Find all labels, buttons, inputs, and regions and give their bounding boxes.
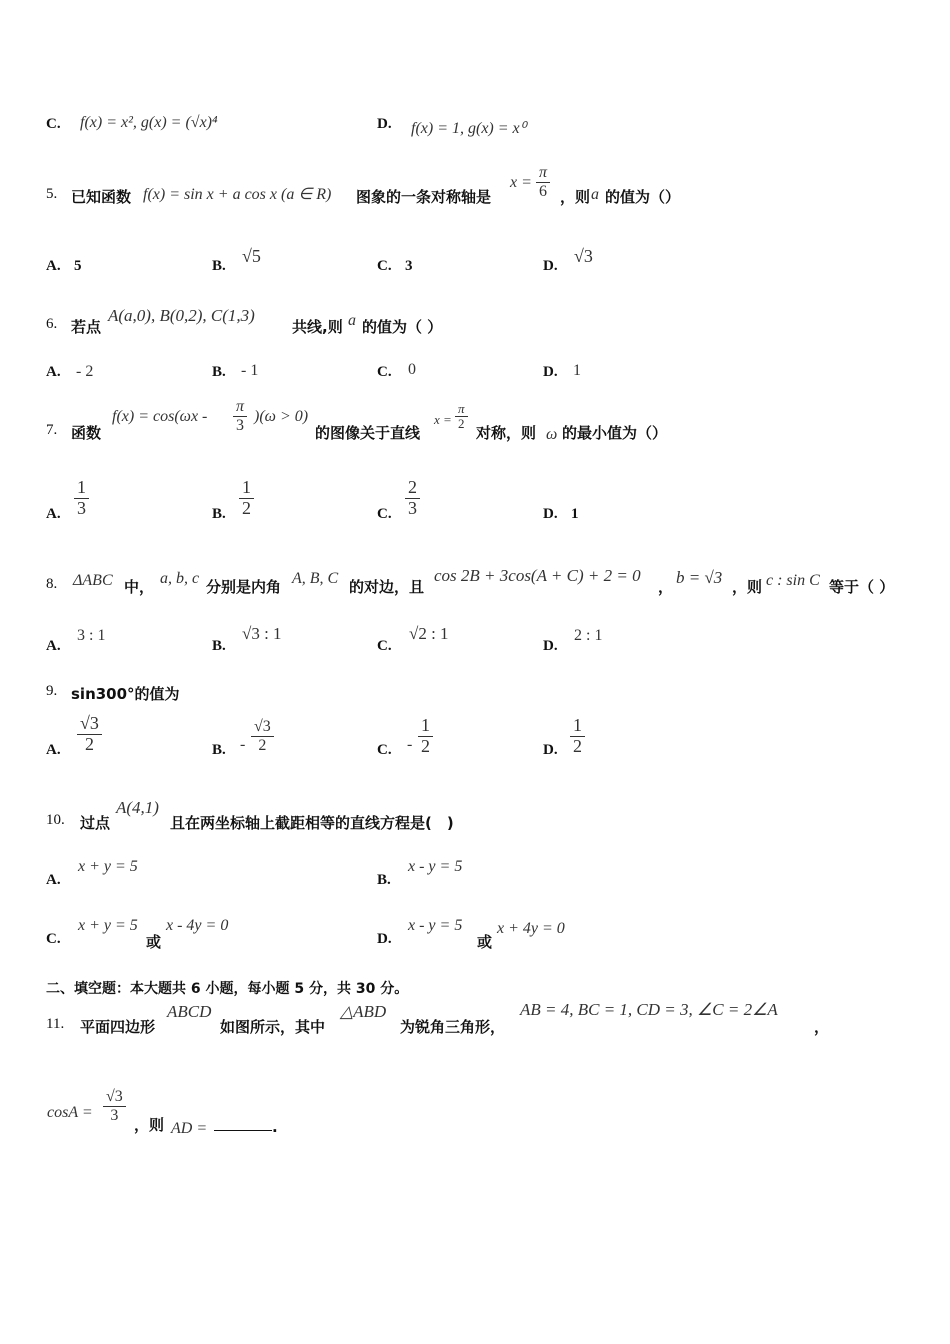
q11-comma: ， [814,1018,830,1036]
q11-cos-den: 3 [110,1106,119,1124]
q10-options-ab [0,856,950,890]
q10-tail: 且在两坐标轴上截距相等的直线方程是( ) [170,814,454,832]
section-2-title: 二、填空题：本大题共 6 小题，每小题 5 分，共 30 分。 [46,981,409,997]
q10-opt-d-or: 或 [477,933,493,951]
q8-t5: ，则 [732,578,763,596]
q8-t6: 等于（ ） [829,578,895,596]
q9-opt-b-num: √3 [251,718,274,737]
q9-opt-b-sign: - [240,736,246,753]
q7-mid: 的图像关于直线 [315,424,421,442]
q10-opt-b-value: x - y = 5 [408,858,463,875]
q6-stem [0,304,950,336]
q7-line-den: 2 [458,416,465,432]
q9-number: 9. [46,683,58,699]
q5-axis-lhs: x = [510,174,532,191]
q6-opt-d-label: D. [543,364,558,380]
q5-tail: 的值为（） [605,188,681,206]
q9-opt-c-den: 2 [421,735,430,756]
q7-func-den: 3 [236,416,244,434]
q7-func-b: )(ω > 0) [254,408,309,425]
q11-cos-num: √3 [103,1088,126,1107]
q11-then: ，则 [134,1116,165,1134]
q5-function: f(x) = sin x + a cos x (a ∈ R) [143,186,332,203]
q9-text: sin300°的值为 [71,685,180,703]
q10-stem [0,798,950,832]
q10-opt-d-eq1: x - y = 5 [408,917,463,934]
q6-opt-c-value: 0 [408,361,416,378]
q4-option-c-label: C. [46,116,61,132]
q11-stem [0,998,950,1038]
q11-t1: 如图所示，其中 [220,1018,326,1036]
q7-opt-c-den: 3 [408,497,417,518]
q5-opt-a-value: 5 [74,258,82,274]
q5-number: 5. [46,186,58,202]
q9-opt-d-num: 1 [570,716,585,737]
q8-t2: 分别是内角 [206,578,282,596]
q10-opt-a-label: A. [46,872,61,888]
q7-func-num: π [233,398,247,417]
q11-conditions: AB = 4, BC = 1, CD = 3, ∠C = 2∠A [520,1000,778,1019]
q7-opt-d-label: D. [543,506,558,522]
q5-axis-num: π [536,164,550,183]
q10-opt-a-value: x + y = 5 [78,858,138,875]
q6-opt-c-label: C. [377,364,392,380]
q10-opt-c-eq2: x - 4y = 0 [166,917,229,934]
q7-line-fraction [455,402,468,432]
q11-t2: 为锐角三角形， [400,1018,506,1036]
q8-t1: 中， [124,578,155,596]
q8-triangle: ΔABC [73,572,113,589]
q7-opt-b-num: 1 [239,478,254,499]
q8-number: 8. [46,576,58,592]
q9-opt-b-fraction [251,718,274,754]
q9-opt-c-label: C. [377,742,392,758]
q7-tail2: 的最小值为（） [562,424,668,442]
q5-pre: 已知函数 [71,188,132,206]
q10-opt-c-eq1: x + y = 5 [78,917,138,934]
q8-stem [0,562,950,594]
q7-opt-d-value: 1 [571,506,579,522]
q6-mid: 共线,则 [292,318,343,336]
q9-opt-b-label: B. [212,742,226,758]
q5-stem [0,162,950,210]
q6-points: A(a,0), B(0,2), C(1,3) [108,306,255,325]
q7-opt-a-num: 1 [74,478,89,499]
q8-equation: cos 2B + 3cos(A + C) + 2 = 0 [434,566,641,585]
q7-stem [0,398,950,446]
q4-option-d-label: D. [377,116,392,132]
q11-cos-fraction [103,1088,126,1124]
q7-line-num: π [455,402,468,417]
q7-opt-a-label: A. [46,506,61,522]
q6-opt-b-value: - 1 [241,362,259,379]
q6-opt-a-label: A. [46,364,61,380]
q8-opt-b-label: B. [212,638,226,654]
q6-var: a [348,312,356,329]
q10-options-cd [0,914,950,951]
q6-opt-b-label: B. [212,364,226,380]
q6-opt-d-value: 1 [573,362,581,379]
q4-option-d-math: f(x) = 1, g(x) = x⁰ [411,120,527,137]
q5-var: a [591,186,599,203]
q7-tail1: 对称，则 [476,424,537,442]
q5-axis-fraction [536,164,550,200]
q6-tail: 的值为（ ） [362,318,443,336]
q7-opt-b-den: 2 [242,497,251,518]
q11-cos-lhs: cosA = [47,1104,93,1121]
q6-options [0,360,950,388]
q6-opt-a-value: - 2 [76,363,94,380]
q11-pre: 平面四边形 [80,1018,156,1036]
q5-mid: 图象的一条对称轴是 [356,188,492,206]
q11-second-line [0,1086,950,1142]
q7-opt-c-fraction [405,478,420,519]
q5-opt-c-label: C. [377,258,392,274]
q11-answer-blank[interactable] [214,1120,272,1139]
q8-options [0,622,950,656]
q5-opt-b-label: B. [212,258,226,274]
q7-opt-a-fraction [74,478,89,519]
q11-ask: AD = [171,1120,208,1137]
q10-opt-d-eq2: x + 4y = 0 [497,920,565,937]
q8-t4: ， [658,578,674,596]
q9-opt-c-num: 1 [418,716,433,737]
q5-opt-c-value: 3 [405,258,413,274]
q7-pre: 函数 [71,424,102,442]
q5-options [0,244,950,276]
q10-opt-c-label: C. [46,931,61,947]
q8-opt-c-value: √2 : 1 [409,624,449,643]
q9-options [0,714,950,766]
q7-opt-b-fraction [239,478,254,519]
q8-expression: c : sin C [766,572,820,589]
q11-number: 11. [46,1016,65,1032]
q8-opt-a-value: 3 : 1 [77,627,106,644]
q5-opt-b-value: √5 [242,246,261,266]
q8-opt-d-label: D. [543,638,558,654]
q9-opt-a-label: A. [46,742,61,758]
q9-opt-c-fraction [418,716,433,757]
q7-opt-a-den: 3 [77,497,86,518]
q9-opt-a-den: 2 [84,733,94,754]
q5-then: ，则 [560,188,591,206]
q9-opt-a-num: √3 [77,714,102,735]
q8-opt-a-label: A. [46,638,61,654]
q6-pre: 若点 [71,318,102,336]
q8-opt-c-label: C. [377,638,392,654]
q7-number: 7. [46,422,58,438]
q11-quad: ABCD [167,1002,212,1021]
section-2-header [0,976,950,998]
q7-line-lhs: x = [434,412,452,427]
q10-pre: 过点 [80,814,111,832]
q7-opt-c-label: C. [377,506,392,522]
q9-stem [0,680,950,704]
q9-opt-c-sign: - [407,736,413,753]
q8-sides: a, b, c [160,570,200,587]
q9-opt-d-fraction [570,716,585,757]
q10-opt-c-or: 或 [146,933,162,951]
q8-opt-b-value: √3 : 1 [242,624,282,643]
q9-opt-d-label: D. [543,742,558,758]
q7-func-a: f(x) = cos(ωx - [112,408,208,425]
q5-opt-a-label: A. [46,258,61,274]
q5-opt-d-value: √3 [574,246,593,266]
q11-triangle: △ABD [340,1002,387,1021]
q7-func-fraction [233,398,247,434]
q9-opt-b-den: 2 [258,736,267,754]
q7-options [0,478,950,528]
q7-var: ω [546,426,558,443]
q7-opt-c-num: 2 [405,478,420,499]
q10-point: A(4,1) [116,798,159,817]
q8-opt-d-value: 2 : 1 [574,627,603,644]
q10-opt-d-label: D. [377,931,392,947]
q6-number: 6. [46,316,58,332]
q5-opt-d-label: D. [543,258,558,274]
q11-end: . [272,1118,278,1136]
q8-b-equation: b = √3 [676,568,723,587]
q4-option-c-math: f(x) = x², g(x) = (√x)⁴ [80,114,218,131]
q9-opt-a-fraction [77,714,102,755]
q5-axis-den: 6 [539,182,547,200]
q8-t3: 的对边，且 [349,578,425,596]
q9-opt-d-den: 2 [573,735,582,756]
q8-angles: A, B, C [292,570,339,587]
q7-opt-b-label: B. [212,506,226,522]
q4-options [0,112,950,142]
q10-number: 10. [46,812,65,828]
q10-opt-b-label: B. [377,872,391,888]
